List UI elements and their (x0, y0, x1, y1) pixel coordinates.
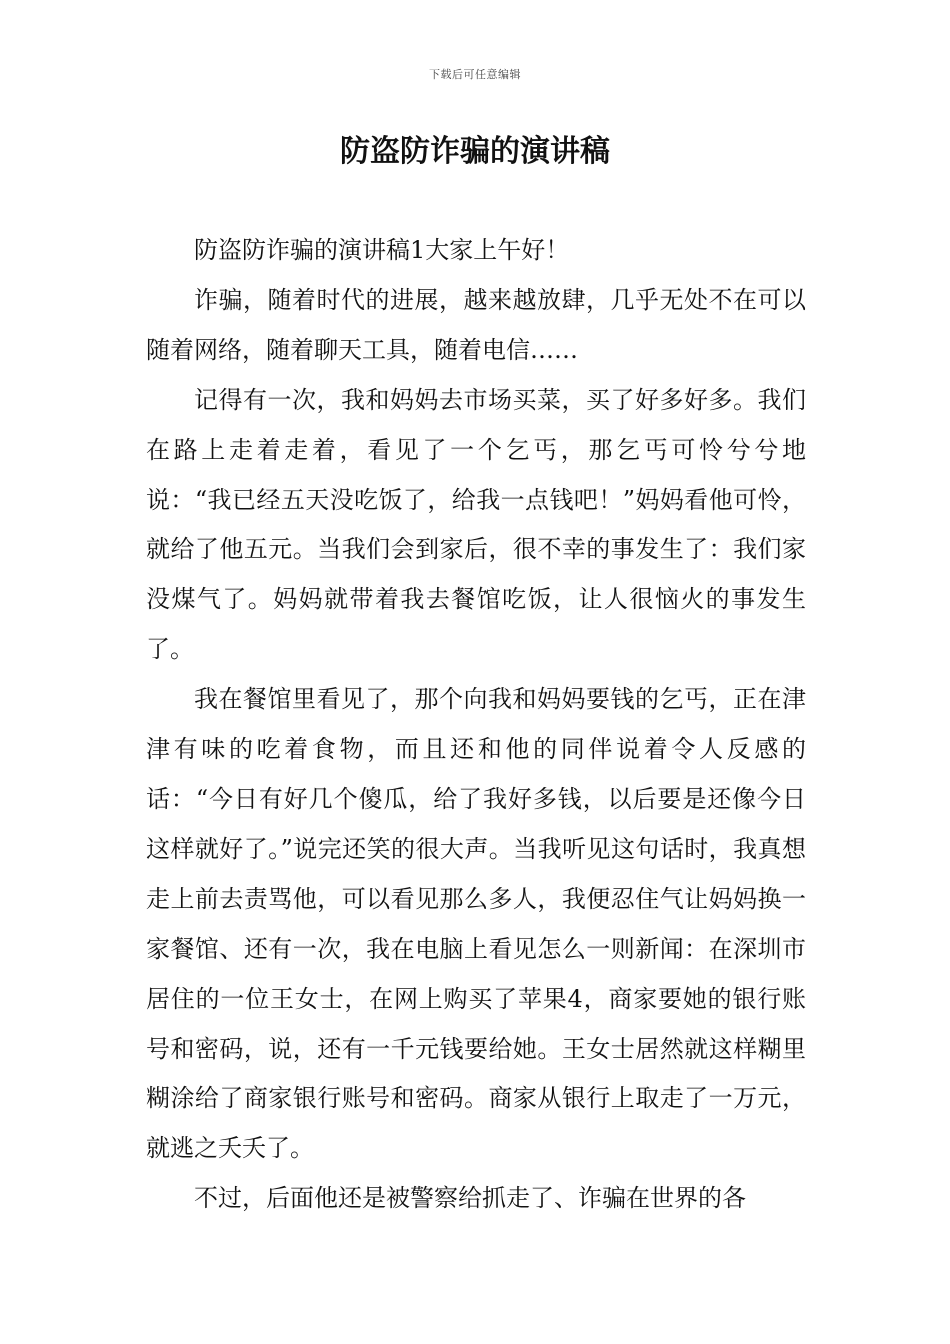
paragraph-4: 我在餐馆里看见了，那个向我和妈妈要钱的乞丐，正在津津有味的吃着食物，而且还和他的同伴说着令人反感的话：“今日有好几个傻瓜，给了我好多钱，以后要是还像今日这样就好了。”说完还笑的很大声。当我听见这句话时，我真想走上前去责骂他，可以看见那么多人，我便忍住气让妈妈换一家餐馆、还有一次，我在电脑上看见怎么一则新闻：在深圳市居住的一位王女士，在网上购买了苹果4，商家要她的银行账号和密码，说，还有一千元钱要给她。王女士居然就这样糊里糊涂给了商家银行账号和密码。商家从银行上取走了一万元，就逃之夭夭了。 (146, 685, 806, 1163)
paragraph-5: 不过，后面他还是被警察给抓走了、诈骗在世界的各 (194, 1184, 746, 1213)
paragraph-1: 防盗防诈骗的演讲稿1大家上午好！ (194, 236, 570, 264)
document-title: 防盗防诈骗的演讲稿 (340, 134, 610, 169)
paragraph-3: 记得有一次，我和妈妈去市场买菜，买了好多好多。我们在路上走着走着，看见了一个乞丐，那乞丐可怜兮兮地说：“我已经五天没吃饭了，给我一点钱吧！”妈妈看他可怜，就给了他五元。当我们会到家后，很不幸的事发生了：我们家没煤气了。妈妈就带着我去餐馆吃饭，让人很恼火的事发生了。 (146, 385, 806, 664)
document-body (146, 226, 806, 1224)
header-note: 下载后可任意编辑 (429, 68, 521, 81)
paragraph-2: 诈骗，随着时代的进展，越来越放肆，几乎无处不在可以随着网络，随着聊天工具，随着电信…… (146, 285, 806, 364)
